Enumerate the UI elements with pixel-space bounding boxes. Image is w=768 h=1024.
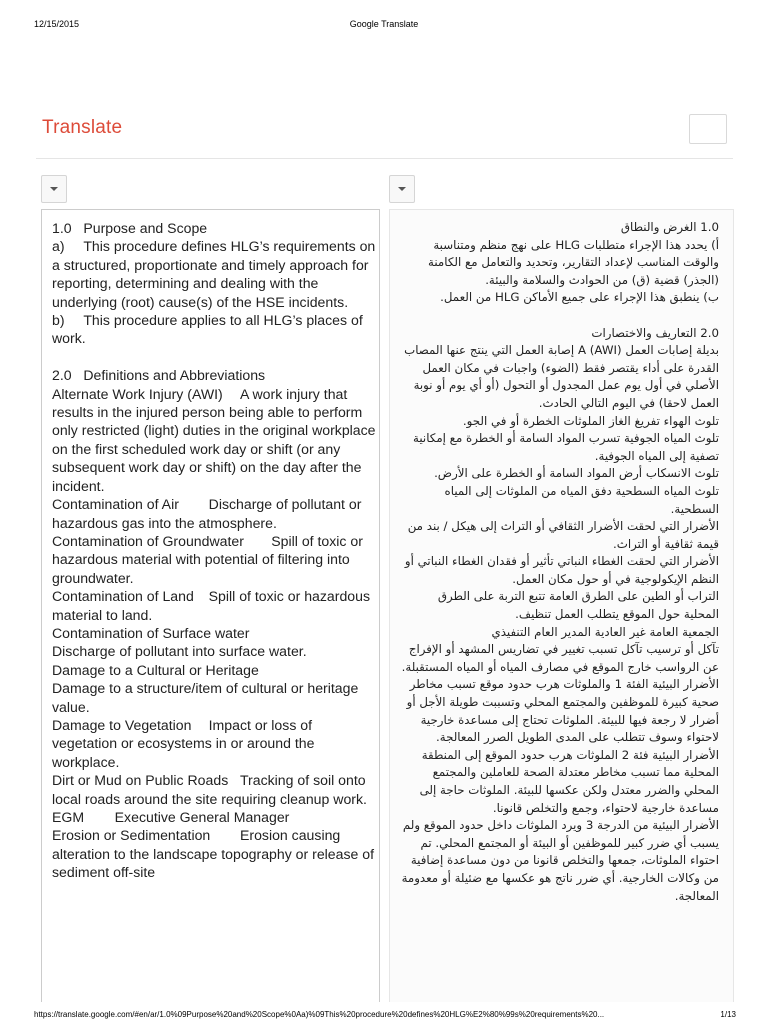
header-divider bbox=[36, 158, 733, 159]
print-url: https://translate.google.com/#en/ar/1.0%09Purpose%20and%20Scope%0Aa)%09This%20procedure%20defines%20HLG%E2%80%99s%20requirements%20... bbox=[34, 1010, 605, 1019]
chevron-down-icon bbox=[398, 187, 406, 191]
source-language-select[interactable] bbox=[41, 175, 67, 203]
print-header bbox=[0, 0, 768, 40]
page-title: Translate bbox=[42, 117, 123, 138]
target-language-select[interactable] bbox=[389, 175, 415, 203]
header-button[interactable] bbox=[689, 114, 727, 144]
source-text: 1.0 Purpose and Scope a) This procedure defines HLG’s requirements on a structured, proportionate and timely approach for reporting, determining and dealing with the underlying (root) cause(s) of the HSE incidents. b) This procedure applies to all HLG’s places of work. 2.0 Definitions and Abbreviations Alternate Work Injury (AWI) A work injury that results in the injured person being able to perform only restricted (light) duties in the original workplace on the first scheduled work day or shift (or any subsequent work day or shift) on the day after the incident. Contamination of Air Discharge of pollutant or hazardous gas into the atmosphere. Contamination of Groundwater Spill of toxic or hazardous material with potential of filtering into groundwater. Contamination of Land Spill of toxic or hazardous material to land. Contamination of Surface water Discharge of pollutant into surface water. Damage to a Cultural or Heritage Damage to a structure/item of cultural or heritage value. Damage to Vegetation Impact or loss of vegetation or ecosystems in or around the workplace. Dirt or Mud on Public Roads Tracking of soil onto local roads around the site requiring cleanup work. EGM Executive General Manager Erosion or Sedimentation Erosion causing alteration to the landscape topography or release of sediment off-site bbox=[52, 220, 376, 881]
translation-output-panel bbox=[389, 209, 734, 1009]
chevron-down-icon bbox=[50, 187, 58, 191]
print-page-title: Google Translate bbox=[349, 19, 419, 29]
translation-text: 1.0 الغرض والنطاق أ) يحدد هذا الإجراء متطلبات HLG على نهج منظم ومتناسبة والوقت المناسب لإعداد التقارير، وتحديد والتعامل مع الكامنة (الجذر) قضية (ق) من الحوادث والسلامة والبيئة. ب) ينطبق هذا الإجراء على جميع الأماكن HLG من العمل. 2.0 التعاريف والاختصارات بديلة إصابات العمل (AWI) A إصابة العمل التي ينتج عنها المصاب القدرة على أداء يقتصر فقط (الضوء) واجبات في مكان العمل الأصلي في أول يوم عمل المجدول أو التحول (أو أي يوم أو نوبة العمل لاحقا) في اليوم التالي الحادث. تلوث الهواء تفريغ الغاز الملوثات الخطرة أو في الجو. تلوث المياه الجوفية تسرب المواد السامة أو الخطرة مع إمكانية تصفية إلى المياه الجوفية. تلوث الانسكاب أرض المواد السامة أو الخطرة على الأرض. تلوث المياه السطحية دفق المياه من الملوثات إلى المياه السطحية. الأضرار التي لحقت الأضرار الثقافي أو التراث إلى هيكل / بند من قيمة ثقافية أو التراث. الأضرار التي لحقت الغطاء النباتي تأثير أو فقدان الغطاء النباتي أو النظم الإيكولوجية في أو حول مكان العمل. التراب أو الطين على الطرق العامة تتبع التربة على الطرق المحلية حول الموقع يتطلب العمل تنظيف. الجمعية العامة غير العادية المدير العام التنفيذي تآكل أو ترسيب تآكل تسبب تغيير في تضاريس المشهد أو الإفراج عن الرواسب خارج الموقع في مصارف المياه أو المياه المستقبلة. الأضرار البيئية الفئة 1 والملوثات هرب حدود موقع تسبب مخاطر صحية كبيرة للموظفين والمجتمع المحلي وتسببت طويلة الأجل أو أضرار لا رجعة فيها للبيئة. الملوثات تحتاج إلى مساعدة خارجية لاحتواء وسوف تتطلب على المدى الطويل الصرر المعالجة. الأضرار البيئية فئة 2 الملوثات هرب حدود الموقع إلى المنطقة المحلية مما تسبب مخاطر معتدلة الصحة للعاملين والمجتمع المحلي والضرر معتدل ولكن عكسها للبيئة. الملوثات حاجة إلى مساعدة خارجية لاحتواء، وجمع والتخلص قانونا. الأضرار البيئية من الدرجة 3 ويرد الملوثات داخل حدود الموقع ولم يسبب أي ضرر كبير للموظفين أو البيئة أو المجتمع المحلي. تم احتواء الملوثات، جمعها والتخلص قانونا من دون مساعدة إضافية من وكالات الخارجية. أي ضرر ناتج هو عكسها مع ضئيلة أو معدومة المعالجة. bbox=[401, 220, 719, 903]
print-page-number: 1/13 bbox=[720, 1010, 736, 1019]
print-date: 12/15/2015 bbox=[34, 19, 80, 29]
print-footer bbox=[0, 1002, 768, 1024]
source-text-area[interactable] bbox=[41, 209, 380, 1009]
